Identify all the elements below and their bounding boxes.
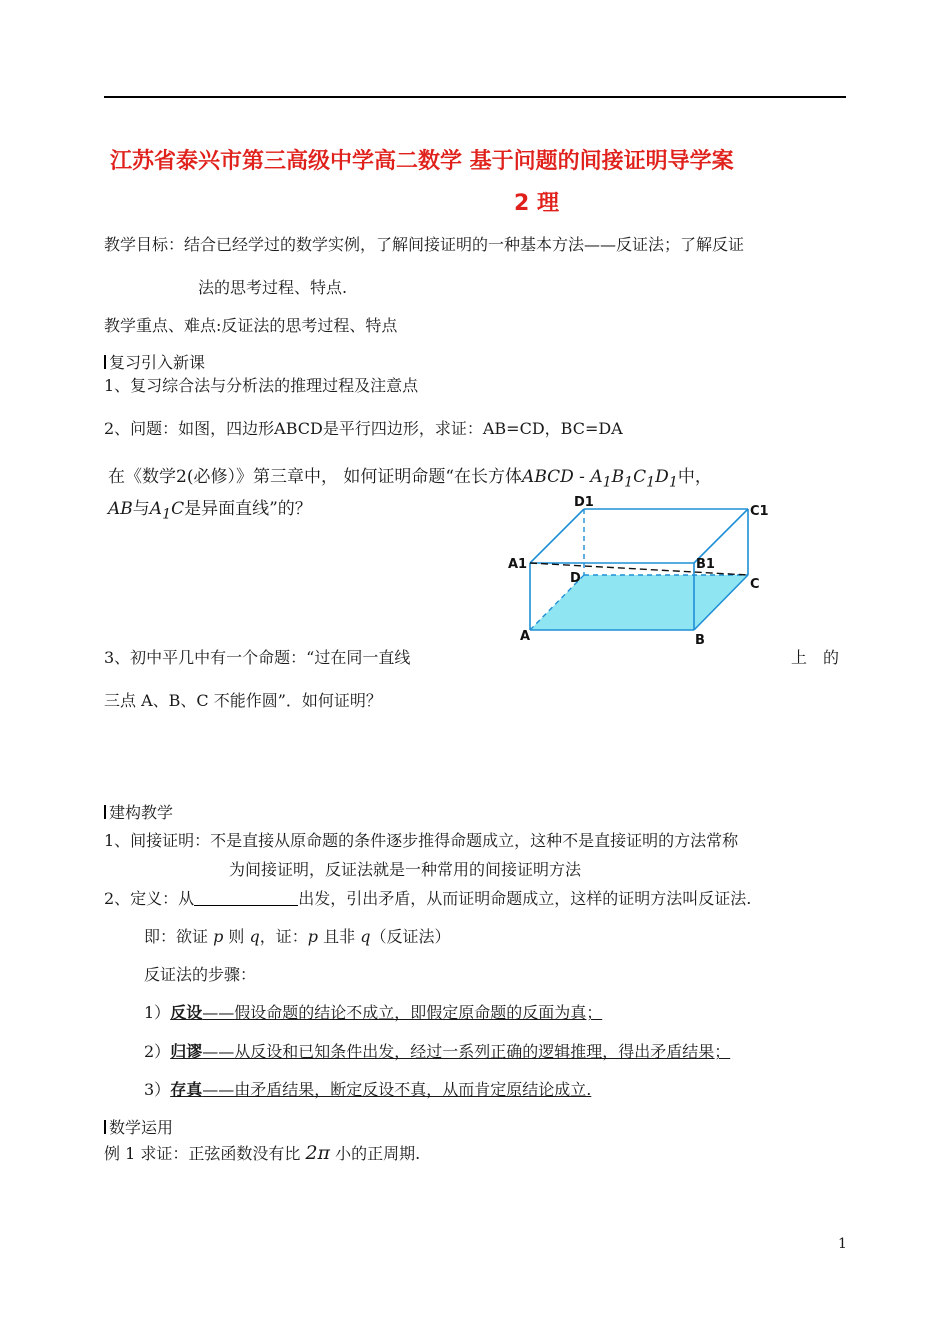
section-title: 数学运用 (109, 1118, 174, 1137)
step-1 (144, 1000, 602, 1023)
page-number: 1 (838, 1236, 847, 1252)
label-b: B (695, 633, 705, 648)
var-p: p (307, 927, 319, 946)
fill-in-blank (194, 891, 298, 906)
definition-text: 出发，引出矛盾，从而证明命题成立，这样的证明方法叫反证法. (298, 889, 752, 908)
title-line-2: 2 理 (514, 191, 559, 216)
step-text: ——从反设和已知条件出发，经过一系列正确的逻辑推理，得出矛盾结果； (202, 1042, 731, 1061)
namely-text: 且非 (318, 927, 361, 946)
teaching-goal-cont: 法的思考过程、特点. (198, 278, 348, 297)
definition-1-cont: 为间接证明，反证法就是一种常用的间接证明方法 (229, 860, 582, 879)
section-title: 复习引入新课 (109, 353, 206, 372)
math-2pi: 2π (305, 1142, 331, 1164)
var-q: q (360, 927, 371, 946)
cuboid-figure (500, 492, 780, 652)
step-name: 归谬 (170, 1042, 203, 1061)
section-marker (104, 355, 106, 369)
review-item-3: 3、初中平几中有一个命题：“过在同一直线 (104, 648, 411, 667)
definition-text: 2、定义：从 (104, 889, 195, 908)
namely-text: 即：欲证 (144, 927, 214, 946)
top-rule (104, 96, 846, 98)
review-item-3-cont: 三点 A、B、C 不能作圆”．如何证明？ (104, 691, 382, 710)
label-c: C (750, 577, 760, 592)
namely-line (144, 924, 451, 947)
example-text: 例 1 求证：正弦函数没有比 (104, 1144, 306, 1163)
step-name: 反设 (170, 1003, 203, 1022)
step-3 (144, 1077, 591, 1100)
var-p: p (213, 927, 224, 946)
example-1 (104, 1141, 420, 1164)
question-text: 中， (677, 467, 712, 487)
math-cuboid: ABCD - $A_1B_1C_1D_1$ (522, 467, 678, 491)
label-c1: C1 (750, 504, 769, 519)
example-text: 小的正周期. (330, 1144, 421, 1163)
step-name: 存真 (170, 1080, 203, 1099)
label-d: D (570, 571, 581, 586)
var-q: q (249, 927, 260, 946)
section-marker (104, 1120, 106, 1134)
label-a1: A1 (508, 557, 528, 572)
title-line-1: 江苏省泰兴市第三高级中学高二数学 基于问题的间接证明导学案 (110, 149, 734, 174)
steps-title: 反证法的步骤： (144, 965, 257, 984)
step-2 (144, 1039, 730, 1062)
section-application (104, 1115, 173, 1138)
section-marker (104, 805, 106, 819)
definition-1: 1、间接证明：不是直接从原命题的条件逐步推得命题成立，这种不是直接证明的方法常称 (104, 831, 739, 850)
section-construct (104, 800, 173, 823)
label-d1: D1 (574, 495, 594, 510)
step-text: ——假设命题的结论不成立，即假定原命题的反面为真； (202, 1003, 603, 1022)
key-points: 教学重点、难点:反证法的思考过程、特点 (104, 316, 398, 335)
label-b1: B1 (696, 557, 715, 572)
namely-text: （反证法） (370, 927, 451, 946)
step-number: 2） (144, 1042, 171, 1061)
teaching-goal: 教学目标：结合已经学过的数学实例，了解间接证明的一种基本方法——反证法；了解反证 (104, 235, 745, 254)
review-item-3-tail: 上 的 (791, 648, 840, 667)
question-text: 在《数学2(必修）》第三章中， 如何证明命题“在长方体 (108, 467, 523, 487)
math-a1c: $A_1C$ (149, 499, 185, 523)
step-number: 1） (144, 1003, 171, 1022)
section-title: 建构教学 (109, 803, 174, 822)
question-line-2 (108, 494, 312, 522)
question-line-1 (108, 462, 712, 490)
section-review (104, 350, 205, 373)
namely-text: ，证： (259, 927, 308, 946)
base-face (530, 575, 748, 630)
namely-text: 则 (223, 927, 250, 946)
review-item-1: 1、复习综合法与分析法的推理过程及注意点 (104, 376, 419, 395)
step-text: ——由矛盾结果，断定反设不真，从而肯定原结论成立. (202, 1080, 592, 1099)
label-a: A (520, 629, 531, 644)
question-text: 与 (132, 499, 150, 519)
step-number: 3） (144, 1080, 171, 1099)
math-ab: AB (108, 499, 133, 519)
definition-2 (104, 886, 751, 909)
question-text: 是异面直线”的？ (184, 499, 312, 519)
diagonal-a1c (530, 563, 748, 575)
review-item-2: 2、问题：如图，四边形ABCD是平行四边形，求证：AB=CD，BC=DA (104, 419, 623, 438)
